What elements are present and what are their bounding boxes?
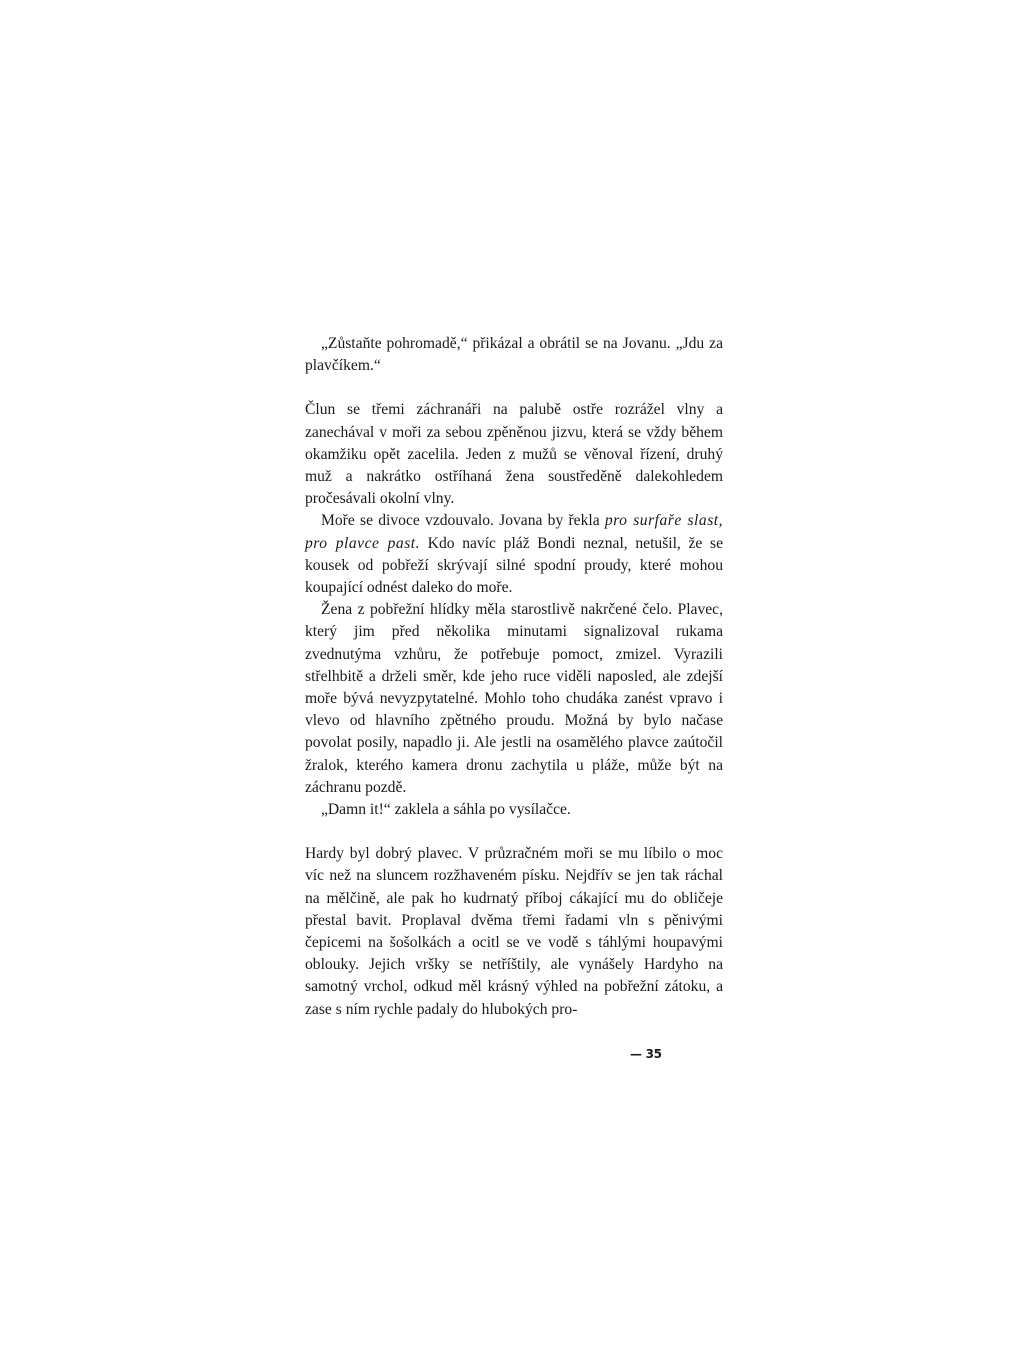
paragraph-sea-end: Kdo navíc pláž Bondi neznal, netušil, že se kousek od pobřeží skrývají silné spodní proudy, které mohou koupající odnést daleko do moře. [305,534,723,597]
page-number: — 35 [630,1047,662,1061]
paragraph-sea [305,510,723,599]
body-text [305,333,723,1021]
paragraph-lifeguard: Žena z pobřežní hlídky měla starostlivě nakrčené čelo. Plavec, který jim před několika minutami signalizoval rukama zvednutýma vzhůru, že potřebuje pomoct, zmizel. Vyrazili střelhbitě a drželi směr, kde jeho ruce viděli naposled, ale zdejší moře bývá nevyzpytatelné. Mohlo toho chudáka zanést vpravo i vlevo od hlavního zpětného proudu. Možná by bylo načase povolat posily, napadlo ji. Ale jestli na osamělého plavce zaútočil žralok, kterého kamera dronu zachytila u pláže, může být na záchranu pozdě. [305,601,723,796]
paragraph-sea-italic: pro surfaře slast, pro plavce past. [305,512,723,552]
paragraph-sea-start: Moře se divoce vzdouvalo. Jovana by řekla [321,512,605,530]
paragraph-boat: Člun se třemi záchranáři na palubě ostře rozrážel vlny a zanechával v moři za sebou zpěněnou jizvu, která se vždy během okamžiku opět zacelila. Jeden z mužů se věnoval řízení, druhý muž a nakrátko ostříhaná žena soustředěně dalekohledem pročesávali okolní vlny. [305,401,723,508]
section-break [305,377,723,399]
paragraph-dialogue-1: „Zůstaňte pohromadě,“ přikázal a obrátil se na Jovanu. „Jdu za plavčíkem.“ [305,335,723,375]
paragraph-dialogue-2: „Damn it!“ zaklela a sáhla po vysílačce. [321,801,571,819]
paragraph-hardy: Hardy byl dobrý plavec. V průzračném moři se mu líbilo o moc víc než na sluncem rozžhaveném písku. Nejdřív se jen tak ráchal na mělčině, ale pak ho kudrnatý příboj cákající mu do obličeje přestal bavit. Proplaval dvěma třemi řadami vln s pěnivými čepicemi na šošolkách a ocitl se ve vodě s táhlými houpavými oblouky. Jejich vršky se netříštily, ale vynášely Hardyho na samotný vrchol, odkud měl krásný výhled na pobřežní zátoku, a zase s ním rychle padaly do hlubokých pro- [305,845,723,1018]
section-break [305,821,723,843]
